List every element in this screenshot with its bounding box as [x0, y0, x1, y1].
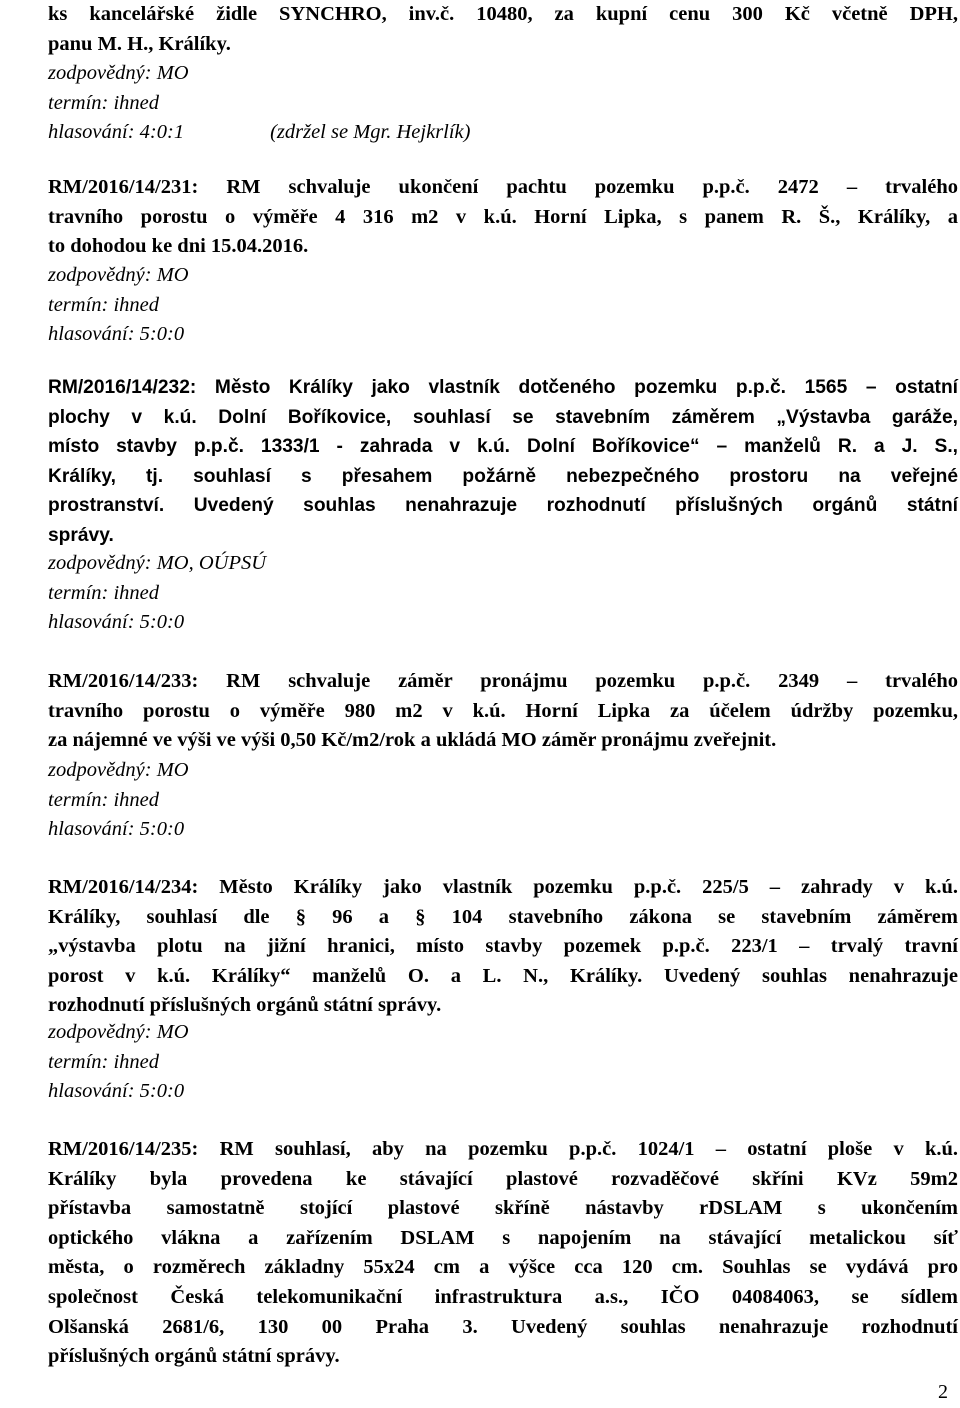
responsible-label: zodpovědný: MO	[48, 1021, 189, 1043]
text-line: Králíky, tj. souhlasí s přesahem požárně nebezpečného prostoru na veřejné	[48, 465, 958, 487]
text-line: optického vlákna a zařízením DSLAM s napojením na stávající metalickou síť	[48, 1226, 958, 1249]
resolution-232	[48, 373, 958, 551]
responsible-label: zodpovědný: MO	[48, 759, 189, 781]
text-line: RM/2016/14/234: Město Králíky jako vlastník pozemku p.p.č. 225/5 – zahrady v k.ú.	[48, 876, 958, 898]
text-line: ks kancelářské židle SYNCHRO, inv.č. 10480, za kupní cenu 300 Kč včetně DPH,	[48, 3, 958, 25]
deadline-label: termín: ihned	[48, 1050, 160, 1073]
text-line: RM/2016/14/233: RM schvaluje záměr pronájmu pozemku p.p.č. 2349 – trvalého	[48, 670, 958, 692]
top-item-meta	[48, 59, 470, 148]
text-line: „výstavba plotu na jižní hranici, místo stavby pozemek p.p.č. 223/1 – trvalý travní	[48, 935, 958, 958]
text-line: prostranství. Uvedený souhlas nenahrazuje rozhodnutí příslušných orgánů státní	[48, 495, 958, 517]
vote-label: hlasování: 5:0:0	[48, 1080, 185, 1102]
text-line: příslušných orgánů státní správy.	[48, 1345, 340, 1368]
text-line: přístavba samostatně stojící plastové skříně nástavby rDSLAM s ukončením	[48, 1197, 958, 1220]
deadline-label: termín: ihned	[48, 788, 160, 811]
text-line: RM/2016/14/235: RM souhlasí, aby na pozemku p.p.č. 1024/1 – ostatní ploše v k.ú.	[48, 1138, 958, 1160]
text-line: travního porostu o výměře 4 316 m2 v k.ú. Horní Lipka, s panem R. Š., Králíky, a	[48, 205, 958, 228]
resolution-234-meta	[48, 1018, 189, 1107]
text-line: panu M. H., Králíky.	[48, 32, 231, 55]
text-line: Olšanská 2681/6, 130 00 Praha 3. Uvedený souhlas nenahrazuje rozhodnutí	[48, 1315, 958, 1338]
text-line: porost v k.ú. Králíky“ manželů O. a L. N., Králíky. Uvedený souhlas nenahrazuje	[48, 964, 958, 987]
resolution-232-meta	[48, 549, 266, 638]
responsible-label: zodpovědný: MO, OÚPSÚ	[48, 552, 267, 574]
resolution-231-meta	[48, 261, 189, 350]
vote-label: hlasování: 5:0:0	[48, 818, 185, 840]
vote-label: hlasování: 5:0:0	[48, 323, 185, 345]
deadline-label: termín: ihned	[48, 581, 160, 604]
text-line: rozhodnutí příslušných orgánů státní správy.	[48, 994, 442, 1017]
text-line: RM/2016/14/231: RM schvaluje ukončení pachtu pozemku p.p.č. 2472 – trvalého	[48, 176, 958, 198]
vote-label: hlasování: 4:0:1 (zdržel se Mgr. Hejkrlík)	[48, 121, 471, 143]
deadline-label: termín: ihned	[48, 91, 160, 114]
text-line: plochy v k.ú. Dolní Boříkovice, souhlasí se stavebním záměrem „Výstavba garáže,	[48, 406, 958, 428]
text-line: místo stavby p.p.č. 1333/1 - zahrada v k.ú. Dolní Boříkovice“ – manželů R. a J. S.,	[48, 436, 958, 458]
responsible-label: zodpovědný: MO	[48, 264, 189, 286]
top-item-text	[48, 0, 958, 59]
resolution-231	[48, 173, 958, 262]
text-line: Králíky, souhlasí dle § 96 a § 104 stavebního zákona se stavebním záměrem	[48, 905, 958, 928]
vote-label: hlasování: 5:0:0	[48, 611, 185, 633]
responsible-label: zodpovědný: MO	[48, 62, 189, 84]
text-line: to dohodou ke dni 15.04.2016.	[48, 235, 309, 258]
resolution-233-meta	[48, 756, 189, 845]
deadline-label: termín: ihned	[48, 293, 160, 316]
text-line: za nájemné ve výši ve výši 0,50 Kč/m2/rok a ukládá MO záměr pronájmu zveřejnit.	[48, 729, 777, 752]
page-number: 2	[938, 1381, 948, 1403]
text-line: Králíky byla provedena ke stávající plastové rozvaděčové skříni KVz 59m2	[48, 1167, 958, 1190]
text-line: společnost Česká telekomunikační infrastruktura a.s., IČO 04084063, se sídlem	[48, 1285, 958, 1308]
text-line: RM/2016/14/232: Město Králíky jako vlastník dotčeného pozemku p.p.č. 1565 – ostatní	[48, 377, 958, 398]
abstain-note: (zdržel se Mgr. Hejkrlík)	[270, 121, 471, 143]
resolution-233	[48, 667, 958, 756]
resolution-235	[48, 1135, 958, 1372]
text-line: města, o rozměrech základny 55x24 cm a výšce cca 120 cm. Souhlas se vydává pro	[48, 1256, 958, 1279]
text-line: správy.	[48, 524, 114, 546]
text-line: travního porostu o výměře 980 m2 v k.ú. Horní Lipka za účelem údržby pozemku,	[48, 699, 958, 722]
resolution-234	[48, 873, 958, 1021]
